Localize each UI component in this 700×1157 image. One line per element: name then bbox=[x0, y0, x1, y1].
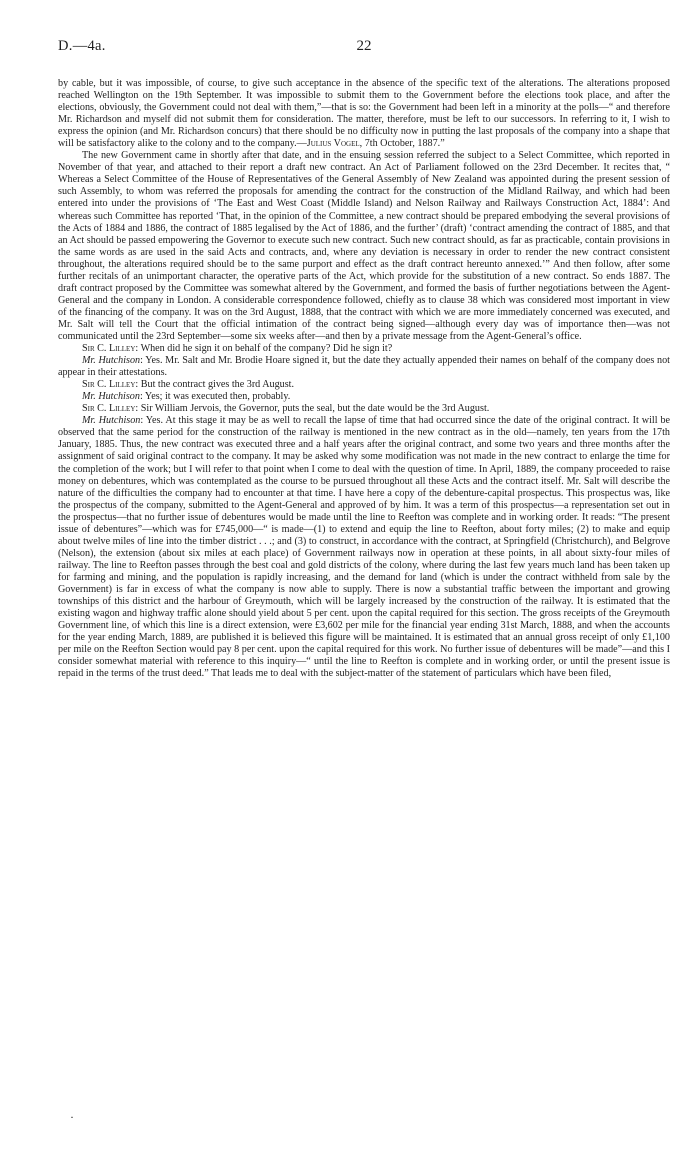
paragraph: The new Government came in shortly after that date, and in the ensuing session referred the subject to a Select Committee, which reported in November of that year, and attached to their report a draft new contract. An Act of Parliament followed on the 23rd December. It recites that, “ Whereas a Select Committee of the House of Representatives of the General Assembly of New Zealand was appointed during the present session of such Assembly, to whom was referred the proposals for amending the contract for the construction of the Midland Railway, and which had been entered into under the provisions of ‘The East and West Coast (Middle Island) and Nelson Railway and Railways Construction Act, 1884’: And whereas such Committee has reported ‘That, in the opinion of the Committee, a new contract should be prepared embodying the several provisions of the Acts of 1884 and 1886, the contract of 1885 legalised by the Act of 1886, and the further’ (draft) ‘contract amending the contract of 1885, and that an Act should be passed empowering the Governor to execute such new contract. Such new contract should, as far as practicable, contain provisions in the same words as are used in the said Acts and contracts, and, where any deviation is necessary in order to render the new contract consistent throughout, the alterations required should be to the same purport and effect as the draft contract hereunto annexed.’” And then follow, after some further recitals of an unimportant character, the operative parts of the Act, which provide for the substitution of a new contract. So ends 1887. The draft contract proposed by the Committee was somewhat altered by the Government, and formed the basis of further negotiations between the Agent-General and the company in London. A considerable correspondence followed, chiefly as to clause 38 which was considered most important in view of the financing of the company. It was on the 3rd August, 1888, that the contract with which we are more immediately concerned was executed, and Mr. Salt will tell the Court that the official intimation of the contract being signed—although every day was of importance then—was not communicated until the 23rd September—some six weeks after—and then by a private message from the Agent-General’s office. bbox=[58, 150, 670, 342]
speaker-name: Sir C. Lilley bbox=[82, 403, 136, 415]
document-body bbox=[58, 78, 670, 680]
signature: Julius Vogel bbox=[306, 138, 360, 150]
dialogue-line: Sir C. Lilley: When did he sign it on behalf of the company? Did he sign it? bbox=[82, 343, 393, 355]
dialogue-line: Sir C. Lilley: Sir William Jervois, the Governor, puts the seal, but the date would be the 3rd August. bbox=[82, 403, 490, 415]
dialogue-line: Mr. Hutchison: Yes. Mr. Salt and Mr. Brodie Hoare signed it, but the date they actually appended their names on behalf of the company does not appear in their attestations. bbox=[58, 355, 670, 379]
dialogue-line: Mr. Hutchison: Yes; it was executed then, probably. bbox=[82, 391, 291, 403]
document-reference: D.—4a. bbox=[58, 38, 106, 54]
stray-mark: · bbox=[70, 1110, 74, 1124]
speaker-name: Mr. Hutchison bbox=[82, 355, 141, 367]
speaker-name: Mr. Hutchison bbox=[82, 391, 140, 403]
page-number: 22 bbox=[356, 38, 372, 54]
page-header bbox=[58, 38, 670, 78]
dialogue-line: Mr. Hutchison: Yes. At this stage it may be as well to recall the lapse of time that had occurred since the date of the original contract. It will be observed that the same period for the construction of the railway is mentioned in the new contract as in the old—namely, ten years from the 17th January, 1885. Thus, the new contract was executed three and a half years after the original contract, and some two years and three months after the assignment of said original contract to the company. It may be asked why some modification was not made in the new contract to enlarge the time for the completion of the work; but I will refer to that point when I come to deal with the question of time. In April, 1889, the company proceeded to raise money on debentures, which was contemplated as the course to be pursued throughout all these Acts and the contract itself. Mr. Salt will describe the nature of the difficulties the company had to encounter at that time. I have here a copy of the debenture-capital prospectus. This prospectus was, like the prospectus of the company, submitted to the Agent-General and approved of by him. It was a term of this prospectus—a representation set out in the prospectus—that no further issue of debentures would be made until the line to Reefton was complete and in working order. It reads: “The present issue of debentures”—which was for £745,000—“ is made—(1) to extend and equip the line to Reefton, about forty miles; (2) to make and equip about twelve miles of line into the timber district . . .; and (3) to construct, in accordance with the contract, at Springfield (Christchurch), and Belgrove (Nelson), the extension (about six miles at each place) of Government railways now in operation at these points, in all about sixty-four miles of railway. The line to Reefton passes through the best coal and gold districts of the colony, where during the last few years much land has been taken up for farming and mining, and the population is rapidly increasing, and the demand for land (which is under the contract withheld from sale by the Government) is far in excess of what the company is now able to supply. There is now a substantial traffic between the important and growing townships of this district and the harbour of Greymouth, which will be largely increased by the construction of the railway. It is estimated that the existing wagon and highway traffic alone should yield about 5 per cent. upon the capital required for this section. The gross receipts of the Greymouth Government line, of which this line is a direct extension, were £3,602 per mile for the financial year ending 31st March, 1888, and when the accounts for the year ending March, 1889, are published it is believed this figure will be maintained. It is estimated that an annual gross receipt of only £1,100 per mile on the Reefton Section would pay 8 per cent. upon the capital required for this work. No further issue of debentures will be made”—and this I consider somewhat material with reference to this inquiry—“ until the line to Reefton is complete and in working order, or until the present issue is repaid in the terms of the trust deed.” That leads me to deal with the subject-matter of the statement of particulars which have been filed, bbox=[58, 415, 671, 680]
dialogue-line: Sir C. Lilley: But the contract gives the 3rd August. bbox=[82, 379, 295, 391]
speaker-name: Mr. Hutchison bbox=[82, 415, 141, 427]
speaker-name: Sir C. Lilley bbox=[82, 379, 136, 391]
paragraph: by cable, but it was impossible, of course, to give such acceptance in the absence of the specific text of the alterations. The alterations proposed reached Wellington on the 19th September. It was impossible to submit them to the Government before the elections took place, and after the elections, obviously, the Government could not deal with them,”—that is so: the Government had been left in a minority at the polls—“ and therefore Mr. Richardson and myself did not submit them for consideration. The matter, therefore, must be left to our successors. In referring to it, I wish to express the opinion (and Mr. Richardson concurs) that there should be no difficulty now in putting the last proposals of the company into a shape that will be satisfactory alike to the colony and to the company.—Julius Vogel, 7th October, 1887.” bbox=[58, 78, 670, 150]
speaker-name: Sir C. Lilley bbox=[82, 343, 136, 355]
